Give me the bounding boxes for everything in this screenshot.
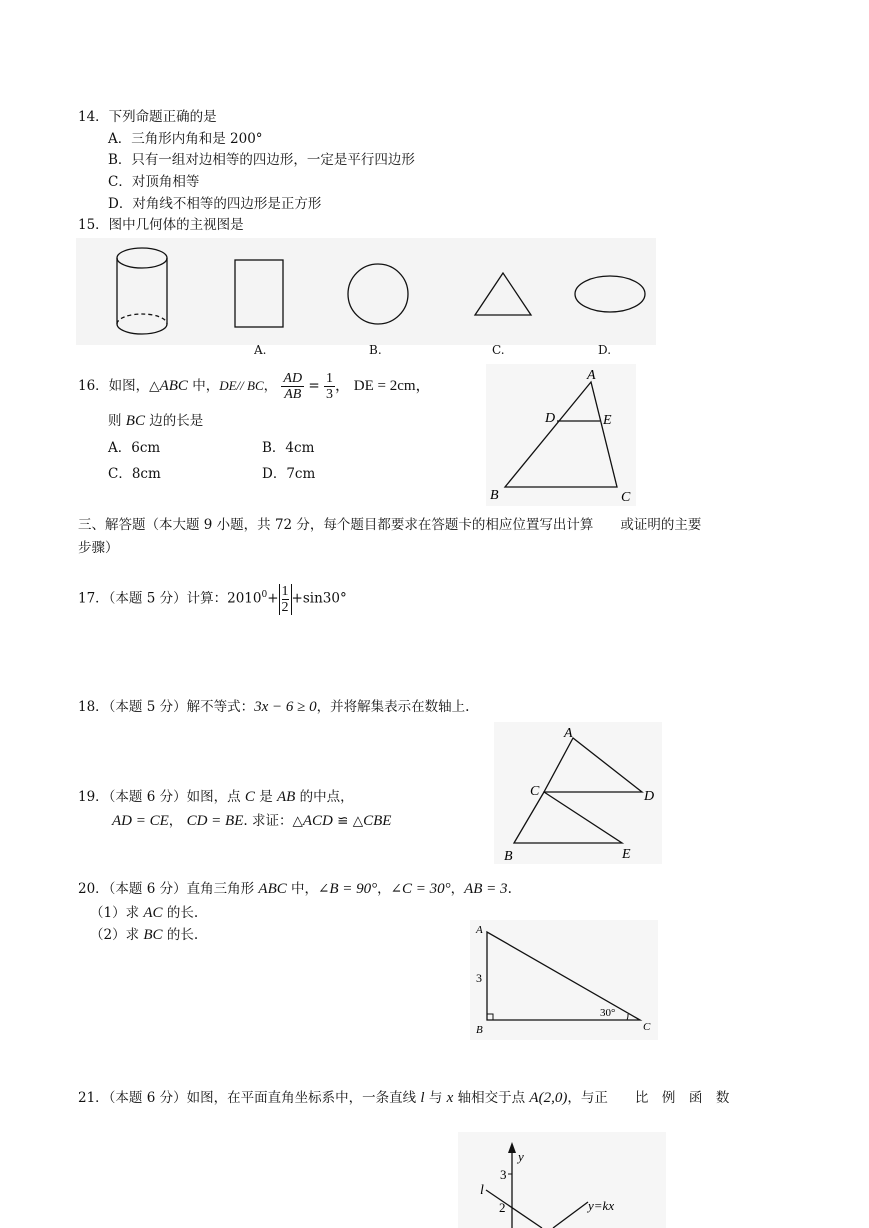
label-c: C bbox=[530, 784, 540, 799]
q15-label-c: C. bbox=[492, 343, 505, 357]
q14-stem: 14．下列命题正确的是 bbox=[78, 109, 217, 125]
q16-option-a: A．6cm bbox=[108, 440, 161, 456]
q17-stem: 17．（本题 5 分）计算：$2010^0+$ $\frac{1}{2}$ +sin30° bbox=[78, 583, 347, 615]
label-c: C bbox=[621, 490, 631, 505]
label-b: B bbox=[504, 849, 513, 864]
q20-right-triangle-figure bbox=[470, 920, 658, 1040]
label-a: A bbox=[476, 924, 483, 936]
label-c: C bbox=[643, 1021, 651, 1033]
angle-label: 30° bbox=[600, 1007, 616, 1019]
q14-option-d: D．对角线不相等的四边形是正方形 bbox=[108, 196, 322, 212]
q19-given: AD = CE， CD = BE. 求证：△ACD ≌ △CBE bbox=[112, 813, 392, 829]
label-b: B bbox=[476, 1024, 483, 1036]
label-a: A bbox=[587, 368, 596, 383]
one-third-fraction: $\frac{1}{3}$ bbox=[326, 371, 333, 402]
label-y-kx: y=kx bbox=[588, 1198, 615, 1213]
q20-stem: 20．（本题 6 分）直角三角形 ABC 中，∠B = 90°，∠C = 30°，AB = 3. bbox=[78, 881, 512, 897]
q16-option-c: C．8cm bbox=[108, 466, 161, 482]
q15-figure bbox=[76, 238, 656, 360]
q19-stem: 19．（本题 6 分）如图，点 C 是 AB 的中点， bbox=[78, 789, 354, 805]
label-d: D bbox=[644, 789, 655, 804]
label-l: l bbox=[480, 1183, 484, 1198]
label-y: y bbox=[518, 1149, 524, 1164]
q20-part2: （2）求 BC 的长. bbox=[90, 927, 199, 943]
section3-heading: 三、解答题（本大题 9 小题，共 72 分，每个题目都要求在答题卡的相应位置写出计算 或证明的主要 bbox=[78, 517, 702, 533]
label-d: D bbox=[545, 411, 556, 426]
label-three: 3 bbox=[500, 1167, 507, 1182]
q16-option-b: B．4cm bbox=[262, 440, 315, 456]
label-two: 2 bbox=[499, 1200, 506, 1215]
q15-label-d: D. bbox=[598, 343, 612, 357]
q16-triangle-figure bbox=[486, 364, 636, 506]
q18-stem: 18．（本题 5 分）解不等式：3x − 6 ≥ 0，并将解集表示在数轴上. bbox=[78, 699, 470, 715]
q14-option-b: B．只有一组对边相等的四边形，一定是平行四边形 bbox=[108, 152, 415, 168]
label-e: E bbox=[622, 847, 631, 862]
section3-heading-cont: 步骤） bbox=[78, 540, 119, 556]
q15-label-b: B. bbox=[369, 343, 382, 357]
label-b: B bbox=[490, 488, 499, 503]
q20-part1: （1）求 AC 的长. bbox=[90, 905, 199, 921]
q16-question: 则 BC 边的长是 bbox=[108, 413, 204, 429]
side-length-label: 3 bbox=[476, 971, 482, 985]
q21-stem: 21．（本题 6 分）如图，在平面直角坐标系中，一条直线 l 与 x 轴相交于点 A(2,0)，与正 比 例 函 数 bbox=[78, 1090, 730, 1106]
q14-option-a: A．三角形内角和是 200° bbox=[108, 131, 263, 147]
abs-one-half: $\frac{1}{2}$ bbox=[279, 584, 292, 615]
label-e: E bbox=[603, 413, 612, 428]
ad-over-ab-fraction: $\frac{AD}{AB}$ bbox=[283, 371, 303, 402]
q15-label-a: A. bbox=[254, 343, 267, 357]
q16-option-d: D．7cm bbox=[262, 466, 316, 482]
q16-stem: 16．如图，△ABC 中，DE// BC， $\frac{AD}{AB}$ = $\frac{1}{3}$ ， DE = 2cm， bbox=[78, 371, 431, 402]
q14-option-c: C．对顶角相等 bbox=[108, 174, 200, 190]
label-a: A bbox=[564, 726, 573, 741]
q19-figure bbox=[494, 722, 662, 864]
q21-coordinate-figure bbox=[458, 1132, 666, 1228]
q15-stem: 15．图中几何体的主视图是 bbox=[78, 217, 244, 233]
